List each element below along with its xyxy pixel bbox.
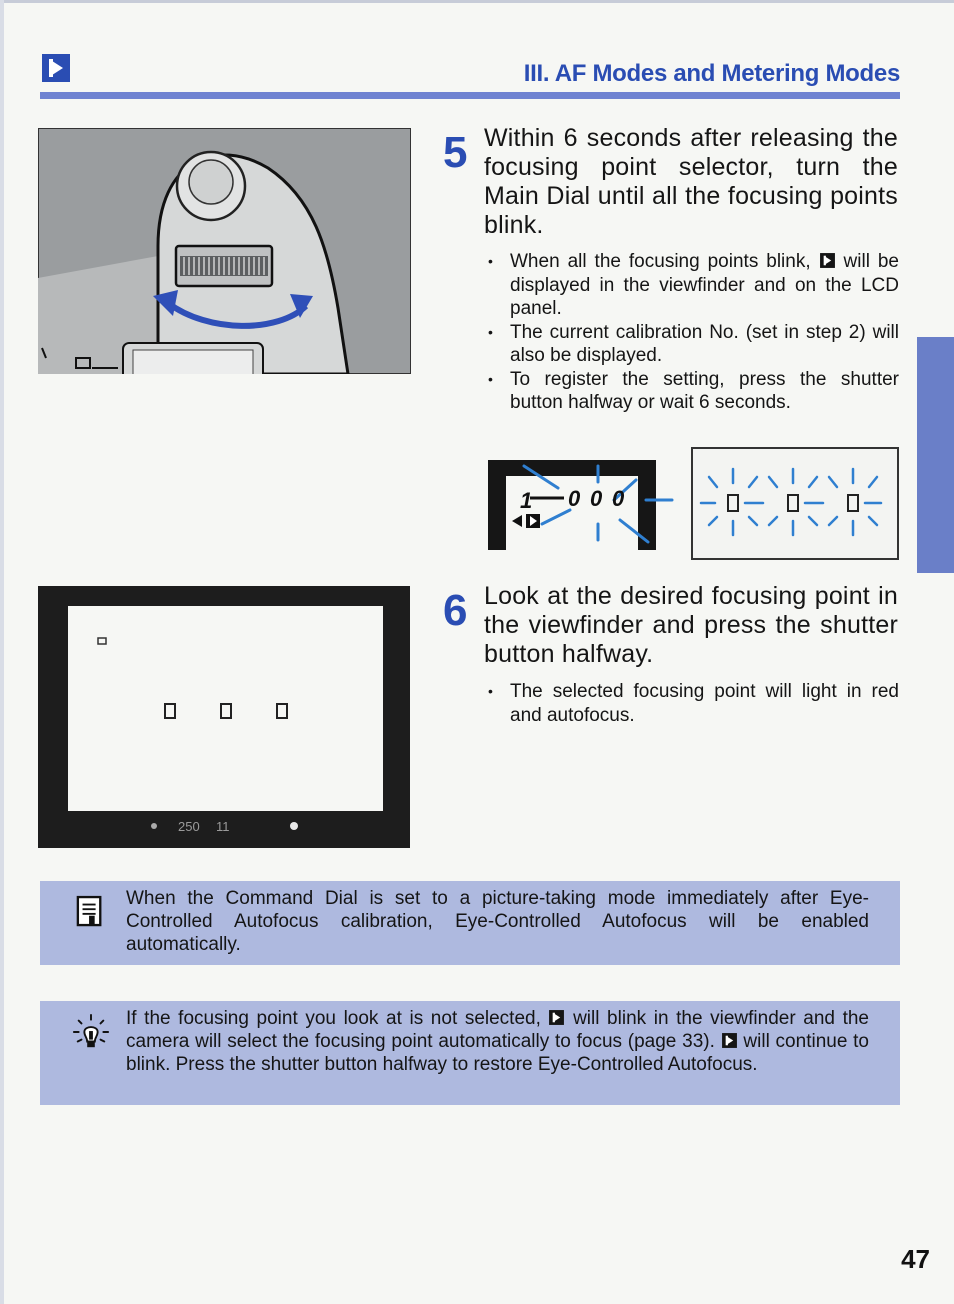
viewfinder-aperture: 11 (216, 819, 230, 834)
step-5-bullet-list (486, 250, 899, 415)
eye-control-section-icon (40, 52, 72, 84)
step-6-bullet-1: • The selected focusing point will light in red and autofocus. (486, 680, 899, 727)
focus-points-blink-illustration (691, 447, 899, 560)
viewfinder-shutter-speed: 250 (178, 819, 200, 834)
note-memo-text: When the Command Dial is set to a picture-taking mode immediately after Eye-Controlled Autofocus calibration, Eye-Controlled Autofocus will be enabled automatically. (126, 888, 869, 955)
viewfinder-focus-indicator (290, 822, 298, 830)
step-6-instruction: Look at the desired focusing point in the viewfinder and press the shutter button halfway. (484, 582, 898, 668)
viewfinder-illustration (38, 586, 410, 848)
header-rule (40, 92, 900, 99)
lightbulb-icon (72, 1013, 110, 1051)
lcd-char-1: 1 (520, 488, 533, 513)
lcd-panel-illustration (486, 458, 674, 558)
eye-control-icon (819, 252, 836, 269)
page-top-border (0, 0, 954, 3)
note-box-memo (40, 881, 900, 965)
lcd-char-4: 0 (612, 486, 625, 511)
step-6-number: 6 (443, 586, 468, 635)
memo-icon (76, 895, 104, 929)
step-6-bullet-list (486, 680, 899, 727)
page-number: 47 (901, 1244, 930, 1274)
camera-dial-illustration (38, 128, 411, 374)
lcd-char-2: 0 (568, 486, 581, 511)
step-5-bullet-3: • To register the setting, press the shutter button halfway or wait 6 seconds. (486, 368, 899, 415)
page-left-border (0, 0, 4, 1304)
eye-control-icon (548, 1009, 565, 1026)
step-5-bullet-2: • The current calibration No. (set in step 2) will also be displayed. (486, 321, 899, 368)
page-header-title: III. AF Modes and Metering Modes (523, 60, 900, 87)
step-5-number: 5 (443, 128, 468, 177)
lcd-char-3: 0 (590, 486, 603, 511)
step-5-bullet-1: • When all the focusing points blink, will be displayed in the viewfinder and on the LCD panel. (486, 250, 899, 321)
step-5-instruction: Within 6 seconds after releasing the focusing point selector, turn the Main Dial until all the focusing points blink. (484, 124, 898, 239)
chapter-side-tab (917, 337, 954, 573)
note-tip-text: If the focusing point you look at is not selected, will blink in the viewfinder and the camera will select the focusing point automatically to focus (page 33). will continue to blink. Press the shutter button halfway to restore Eye-Controlled Autofocus. (126, 1008, 869, 1075)
eye-control-icon (721, 1032, 738, 1049)
note-box-tip (40, 1001, 900, 1105)
